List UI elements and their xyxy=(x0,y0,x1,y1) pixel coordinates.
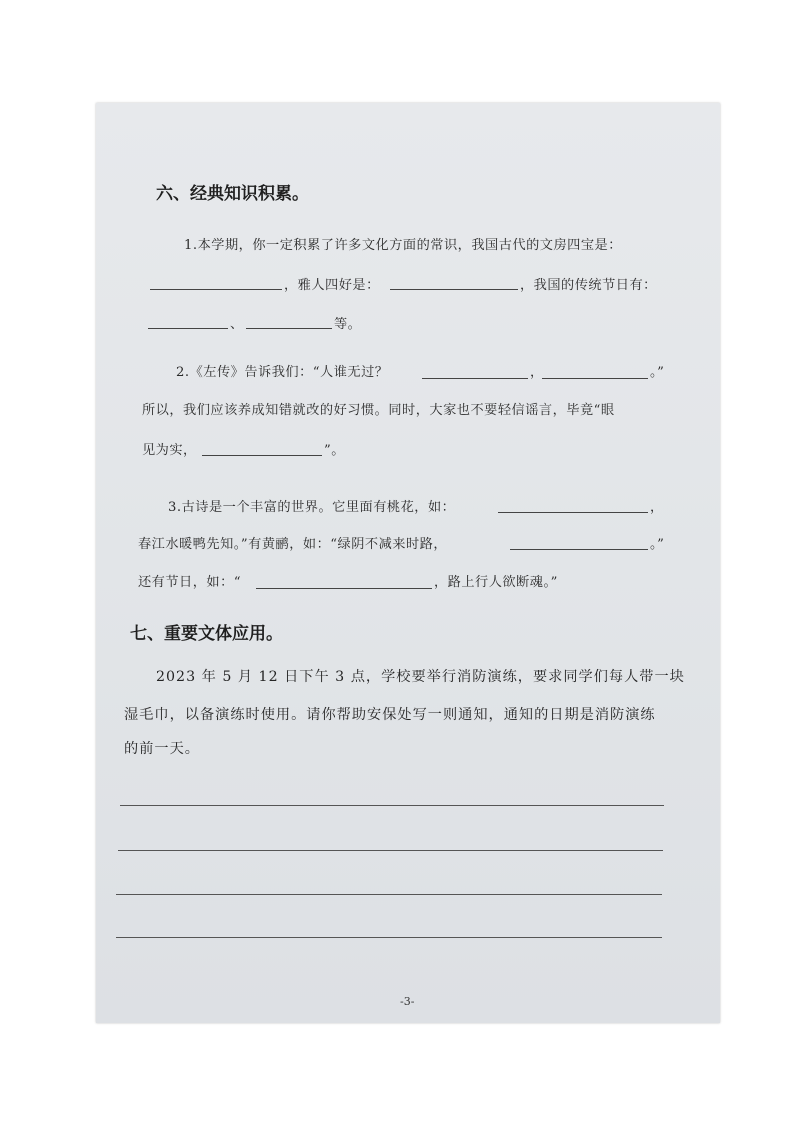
q1-line2-text-a: ，雅人四好是： xyxy=(284,278,380,293)
q1-blank-3[interactable] xyxy=(148,328,228,329)
q2-line2: 所以，我们应该养成知错就改的好习惯。同时，大家也不要轻信谣言，毕竟“眼 xyxy=(142,403,615,418)
q2-blank-3[interactable] xyxy=(202,455,322,456)
q1-line2-text-b: ，我国的传统节日有： xyxy=(520,278,657,293)
section-7-paragraph-line3: 的前一天。 xyxy=(124,741,200,757)
q3-blank-1[interactable] xyxy=(498,512,648,513)
q1-line3-text-b: 等。 xyxy=(334,317,362,332)
q2-line1-text-c: 。” xyxy=(650,365,665,380)
q3-line3-text-a: 还有节日，如：“ xyxy=(138,575,242,590)
q3-line1-text-a: 3.古诗是一个丰富的世界。它里面有桃花，如： xyxy=(168,500,456,515)
writing-line-2[interactable] xyxy=(118,850,663,851)
q3-line3-text-b: ，路上行人欲断魂。” xyxy=(434,575,558,590)
worksheet-page xyxy=(96,103,720,1023)
section-7-paragraph-line1: 2023 年 5 月 12 日下午 3 点，学校要举行消防演练，要求同学们每人带一块 xyxy=(156,669,685,685)
q2-line1-text-a: 2.《左传》告诉我们：“人谁无过？ xyxy=(176,365,389,380)
writing-line-1[interactable] xyxy=(120,805,664,806)
q2-line1-text-b: ， xyxy=(530,365,544,380)
q3-line2-text-b: 。” xyxy=(650,537,665,552)
q1-blank-2[interactable] xyxy=(390,289,518,290)
q1-blank-4[interactable] xyxy=(246,328,332,329)
q2-blank-2[interactable] xyxy=(542,378,648,379)
section-7-paragraph-line2: 湿毛巾，以备演练时使用。请你帮助安保处写一则通知，通知的日期是消防演练 xyxy=(124,707,656,723)
q3-line2-text-a: 春江水暖鸭先知。”有黄鹂，如：“绿阴不减来时路， xyxy=(138,537,448,552)
writing-line-4[interactable] xyxy=(116,937,662,938)
q3-blank-2[interactable] xyxy=(510,549,648,550)
section-6-heading: 六、经典知识积累。 xyxy=(156,184,309,204)
page-number: -3- xyxy=(400,995,415,1008)
q1-line1: 1.本学期，你一定积累了许多文化方面的常识，我国古代的文房四宝是： xyxy=(184,238,622,253)
q2-line3-text-b: ”。 xyxy=(324,443,345,458)
writing-line-3[interactable] xyxy=(116,894,662,895)
q3-line1-text-b: ， xyxy=(650,500,664,515)
q3-blank-3[interactable] xyxy=(256,588,432,589)
q1-blank-1[interactable] xyxy=(150,289,282,290)
q2-blank-1[interactable] xyxy=(422,378,528,379)
section-7-heading: 七、重要文体应用。 xyxy=(130,624,283,644)
q1-line3-text-a: 、 xyxy=(230,317,244,332)
q2-line3-text-a: 见为实， xyxy=(142,443,197,458)
